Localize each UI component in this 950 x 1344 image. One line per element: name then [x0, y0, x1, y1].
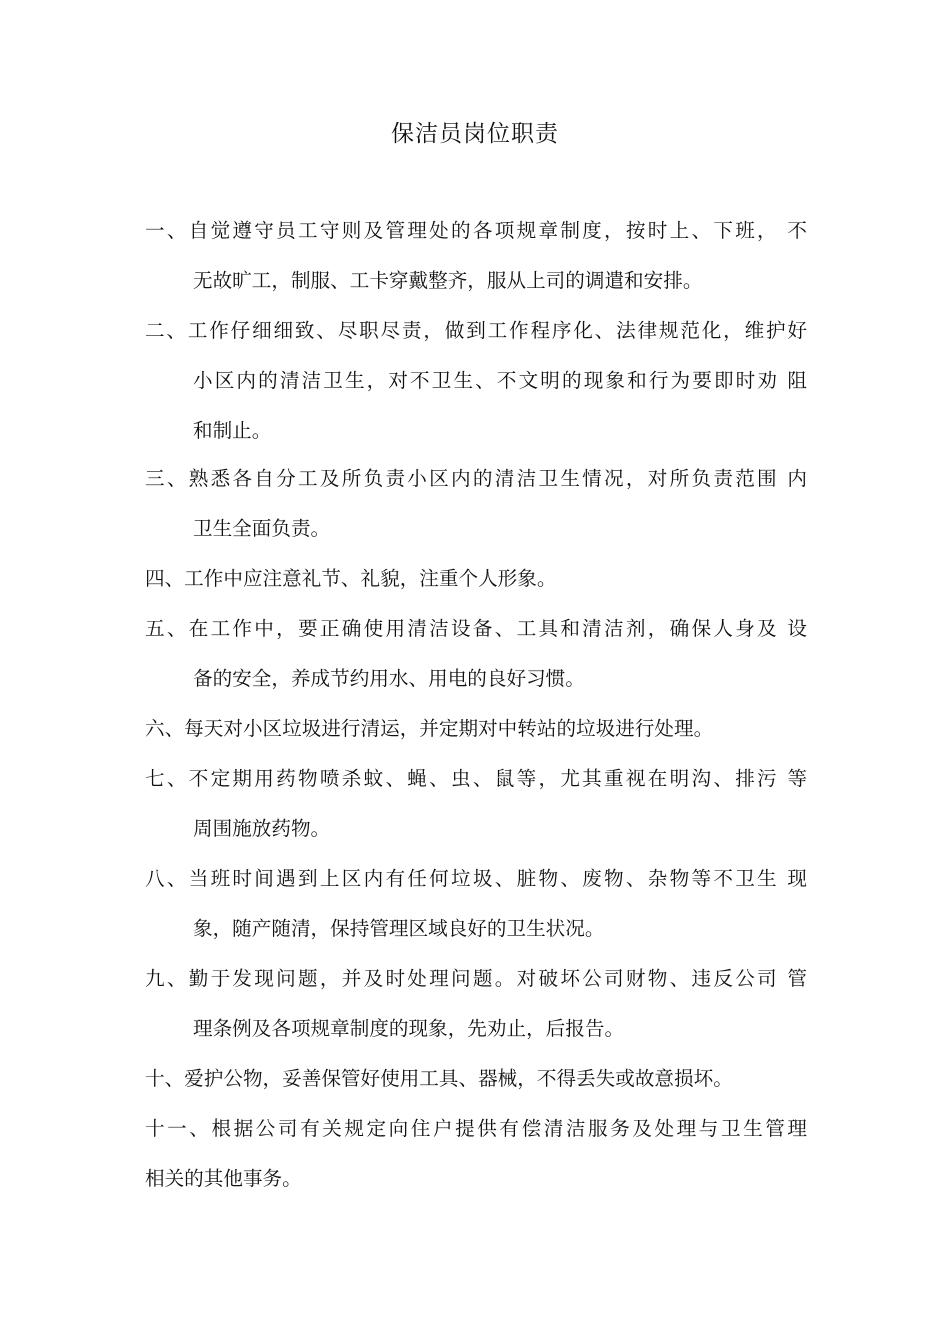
duty-line: 十一、根据公司有关规定向住户提供有偿清洁服务及处理与卫生管理	[145, 1117, 807, 1140]
duty-line: 理条例及各项规章制度的现象，先劝止，后报告。	[193, 1017, 625, 1040]
duty-item-10	[145, 1064, 807, 1114]
duty-line: 九、勤于发现问题，并及时处理问题。对破坏公司财物、违反公司 管	[145, 967, 807, 990]
duty-line: 和制止。	[193, 419, 272, 442]
duty-item-11	[145, 1114, 807, 1214]
duty-item-7	[145, 764, 807, 864]
duty-line: 周围施放药物。	[193, 817, 331, 840]
duty-line: 二、工作仔细细致、尽职尽责，做到工作程序化、法律规范化，维护好	[145, 319, 807, 342]
duty-line: 相关的其他事务。	[145, 1167, 302, 1190]
duty-item-3	[145, 464, 807, 564]
duty-item-1	[145, 216, 807, 316]
duty-line: 小区内的清洁卫生，对不卫生、不文明的现象和行为要即时劝 阻	[193, 369, 807, 392]
duty-line: 四、工作中应注意礼节、礼貌，注重个人形象。	[145, 567, 557, 590]
duty-line: 七、不定期用药物喷杀蚊、蝇、虫、鼠等，尤其重视在明沟、排污 等	[145, 767, 807, 790]
duty-item-2	[145, 316, 807, 466]
duty-item-8	[145, 864, 807, 964]
duty-line: 一、自觉遵守员工守则及管理处的各项规章制度，按时上、下班， 不	[145, 219, 807, 242]
duty-line: 十、爱护公物，妥善保管好使用工具、器械，不得丢失或故意损坏。	[145, 1067, 733, 1090]
duty-line: 卫生全面负责。	[193, 517, 331, 540]
duty-line: 象，随产随清，保持管理区域良好的卫生状况。	[193, 917, 605, 940]
duty-line: 五、在工作中，要正确使用清洁设备、工具和清洁剂，确保人身及 设	[145, 617, 807, 640]
duty-item-9	[145, 964, 807, 1064]
page-title: 保洁员岗位职责	[391, 121, 559, 147]
duty-line: 无故旷工，制服、工卡穿戴整齐，服从上司的调遣和安排。	[193, 269, 703, 292]
duty-item-6	[145, 714, 807, 764]
duty-item-4	[145, 564, 807, 614]
duty-line: 六、每天对小区垃圾进行清运，并定期对中转站的垃圾进行处理。	[145, 717, 714, 740]
duty-line: 八、当班时间遇到上区内有任何垃圾、脏物、废物、杂物等不卫生 现	[145, 867, 807, 890]
duty-line: 三、熟悉各自分工及所负责小区内的清洁卫生情况，对所负责范围 内	[145, 467, 807, 490]
duty-item-5	[145, 614, 807, 714]
duty-line: 备的安全，养成节约用水、用电的良好习惯。	[193, 667, 585, 690]
